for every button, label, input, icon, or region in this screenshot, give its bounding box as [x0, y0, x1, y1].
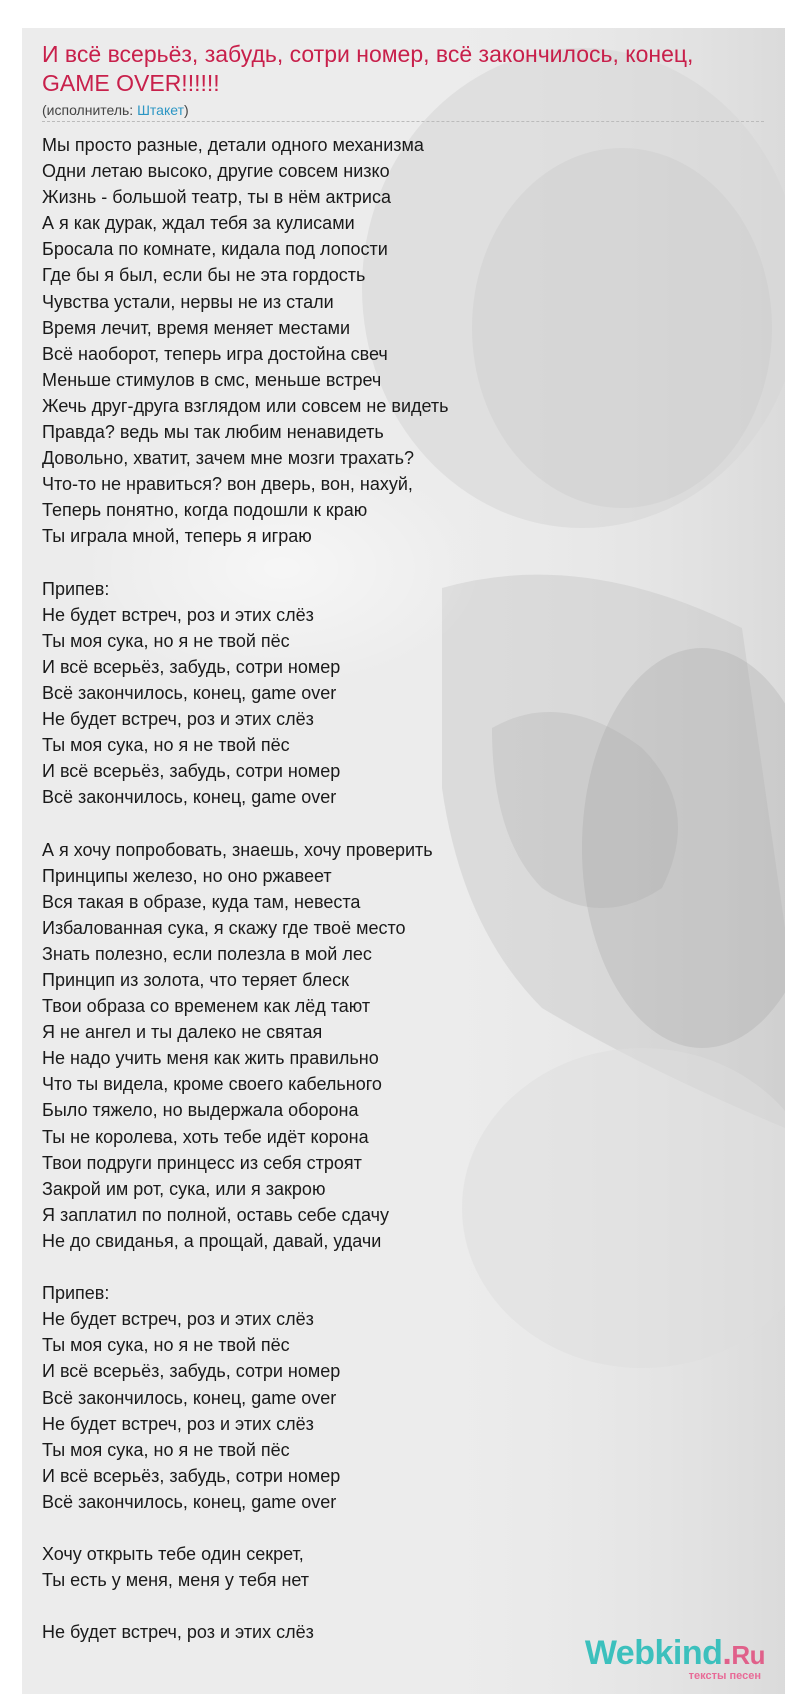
lyrics-card — [22, 28, 785, 1694]
artist-link[interactable]: Штакет — [137, 102, 184, 118]
song-title: И всё всерьёз, забудь, сотри номер, всё закончилось, конец, GAME OVER!!!!!! — [42, 41, 694, 96]
logo-name: Webkind — [584, 1634, 723, 1672]
logo-tagline: тексты песен — [688, 1670, 761, 1682]
logo-wordmark — [585, 1636, 765, 1672]
artist-prefix: (исполнитель: — [42, 102, 138, 118]
artist-suffix: ) — [183, 102, 189, 118]
lyrics-text: Мы просто разные, детали одного механизма Одни летаю высоко, другие совсем низко Жизнь - большой театр, ты в нём актриса А я как дурак, ждал тебя за кулисами Бросала по комнате, кидала под лопости Где бы я был, если бы не эта гордость Чувства устали, нервы не из стали Время лечит, время меняет местами Всё наоборот, теперь игра достойна свеч Меньше стимулов в смс, меньше встреч Жечь друг-друга взглядом или совсем не видеть Правда? ведь мы так любим ненавидеть Довольно, хватит, зачем мне мозги трахать? Что-то не нравиться? вон дверь, вон, нахуй, Теперь понятно, когда подошли к краю Ты играла мной, теперь я играю Припев: Не будет встреч, роз и этих слёз Ты моя сука, но я не твой пёс И всё всерьёз, забудь, сотри номер Всё закончилось, конец, game over Не будет встреч, роз и этих слёз Ты моя сука, но я не твой пёс И всё всерьёз, забудь, сотри номер Всё закончилось, конец, game over А я хочу попробовать, знаешь, хочу проверить Принципы железо, но оно ржавеет Вся такая в образе, куда там, невеста Избалованная сука, я скажу где твоё место Знать полезно, если полезла в мой лес Принцип из золота, что теряет блеск Твои образа со временем как лёд тают Я не ангел и ты далеко не святая Не надо учить меня как жить правильно Что ты видела, кроме своего кабельного Было тяжело, но выдержала оборона Ты не королева, хоть тебе идёт корона Твои подруги принцесс из себя строят Закрой им рот, сука, или я закрою Я заплатил по полной, оставь себе сдачу Не до свиданья, а прощай, давай, удачи Припев: Не будет встреч, роз и этих слёз Ты моя сука, но я не твой пёс И всё всерьёз, забудь, сотри номер Всё закончилось, конец, game over Не будет встреч, роз и этих слёз Ты моя сука, но я не твой пёс И всё всерьёз, забудь, сотри номер Всё закончилось, конец, game over Хочу открыть тебе один секрет, Ты есть у меня, меня у тебя нет Не будет встреч, роз и этих слёз — [42, 135, 449, 1643]
logo-dot: . — [722, 1634, 732, 1672]
logo-tld: Ru — [731, 1640, 765, 1670]
site-logo[interactable] — [585, 1636, 765, 1682]
lyrics-content — [22, 28, 785, 1645]
artist-line — [42, 101, 764, 122]
